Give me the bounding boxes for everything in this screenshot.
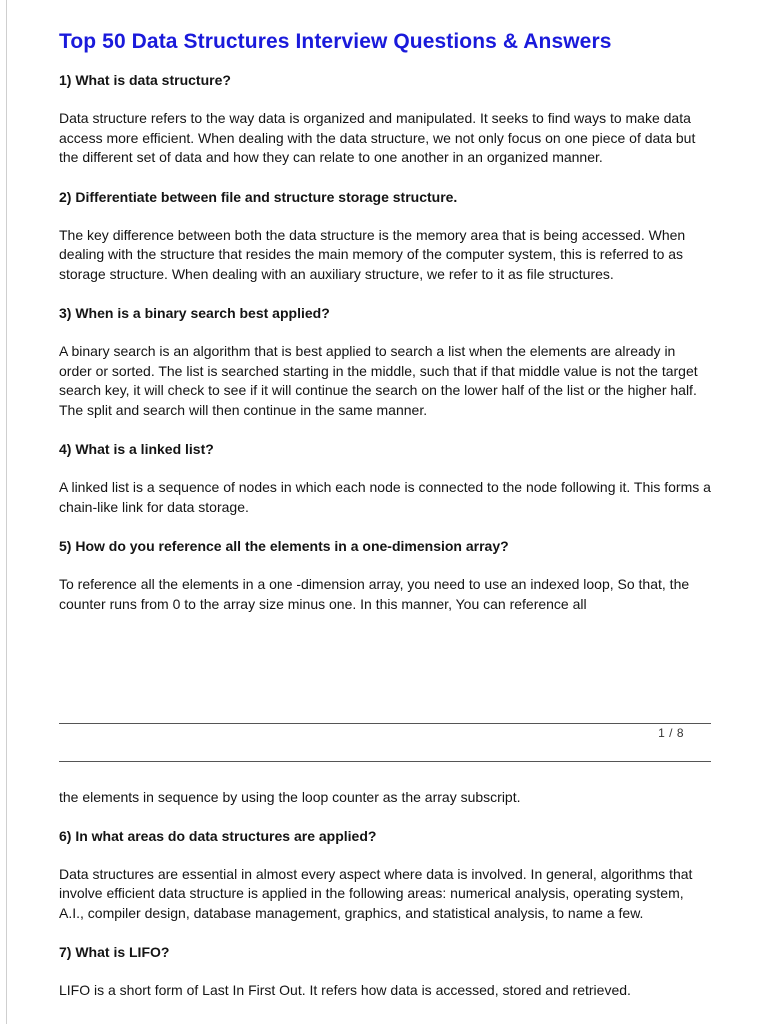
answer-1: Data structure refers to the way data is organized and manipulated. It seeks to find ways to make data access more efficient. When dealing with the data structure, we not only focus on one piece of data but the different set of data and how they can relate to one another in an organized manner. xyxy=(59,110,696,165)
answer-3: A binary search is an algorithm that is best applied to search a list when the elements are already in order or sorted. The list is searched starting in the middle, such that if that middle value is not the target search key, it will check to see if it will continue the search on the lower half of the list or the higher half. The split and search will then continue in the same manner. xyxy=(59,343,698,418)
document-page-1 xyxy=(59,30,711,634)
viewer-edge-divider xyxy=(6,0,7,1024)
answer-4: A linked list is a sequence of nodes in which each node is connected to the node following it. This forms a chain-like link for data storage. xyxy=(59,479,711,515)
question-6: 6) In what areas do data structures are applied? xyxy=(59,827,377,844)
answer-7: LIFO is a short form of Last In First Out. It refers how data is accessed, stored and retrieved. xyxy=(59,982,631,998)
question-3: 3) When is a binary search best applied? xyxy=(59,305,330,321)
question-2: 2) Differentiate between file and structure storage structure. xyxy=(59,188,458,205)
page-header-rule xyxy=(59,761,711,762)
question-5: 5) How do you reference all the elements in a one-dimension array? xyxy=(59,538,509,554)
page-number: 1 / 8 xyxy=(658,726,684,740)
answer-2: The key difference between both the data structure is the memory area that is being accessed. When dealing with the structure that resides the main memory of the computer system, this is referred to as storage structure. When dealing with an auxiliary structure, we refer to it as file structures. xyxy=(59,226,686,282)
answer-6: Data structures are essential in almost every aspect where data is involved. In general, algorithms that involve efficient data structure is applied in the following areas: numerical analysis, operating system, A.I., compiler design, database management, graphics, and statistical analysis, to name a few. xyxy=(59,865,693,921)
question-7: 7) What is LIFO? xyxy=(59,944,170,960)
document-page-2 xyxy=(59,788,711,1021)
answer-5-continued: the elements in sequence by using the loop counter as the array subscript. xyxy=(59,789,521,805)
document-title: Top 50 Data Structures Interview Questions & Answers xyxy=(59,30,612,53)
question-4: 4) What is a linked list? xyxy=(59,441,214,457)
page-footer-rule xyxy=(59,723,711,724)
answer-5: To reference all the elements in a one -dimension array, you need to use an indexed loop, So that, the counter runs from 0 to the array size minus one. In this manner, You can reference all xyxy=(59,576,690,612)
question-1: 1) What is data structure? xyxy=(59,72,231,88)
